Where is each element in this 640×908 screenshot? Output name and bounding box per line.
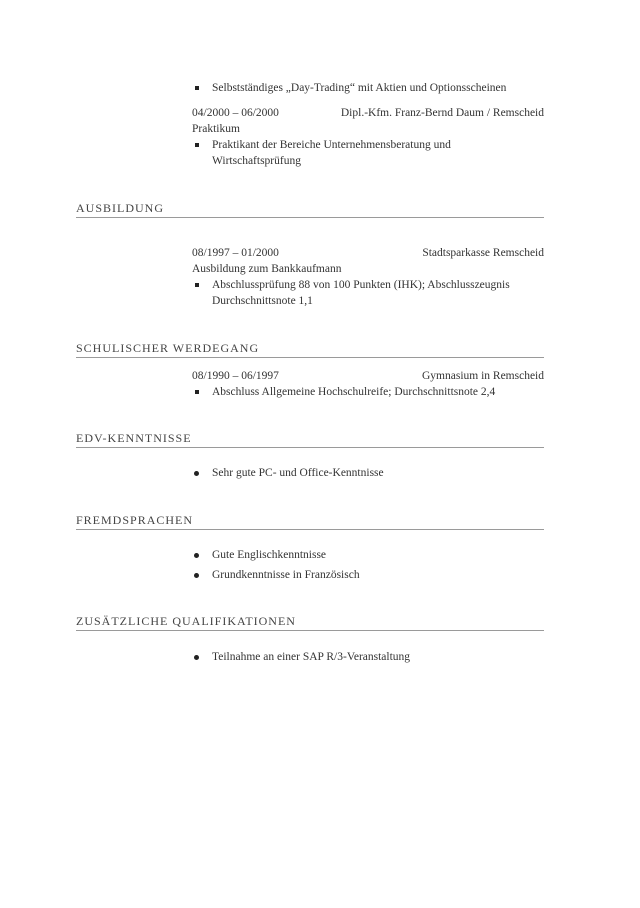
square-bullet-icon bbox=[195, 86, 199, 90]
list-item bbox=[192, 277, 544, 309]
entry-title: Ausbildung zum Bankkaufmann bbox=[192, 263, 342, 275]
entry-date: 08/1997 – 01/2000 bbox=[192, 247, 279, 259]
round-bullet-icon bbox=[194, 573, 199, 578]
sprachen-list bbox=[192, 547, 544, 583]
list-item bbox=[192, 384, 544, 400]
entry-role: Praktikum bbox=[192, 123, 240, 135]
bullet-text: Selbstständiges „Day-Trading“ mit Aktien und Optionsscheinen bbox=[212, 82, 507, 94]
bullet-text: Gute Englischkenntnisse bbox=[212, 549, 327, 561]
section-heading-edv: EDV-KENNTNISSE bbox=[76, 431, 544, 448]
list-item bbox=[192, 80, 544, 96]
list-item bbox=[192, 649, 544, 665]
prev-section-bullet-block bbox=[192, 80, 544, 96]
entry-header bbox=[192, 368, 544, 384]
bullet-text: Abschluss Allgemeine Hochschulreife; Durchschnittsnote 2,4 bbox=[212, 386, 496, 398]
entry-header bbox=[192, 245, 544, 261]
entry-header bbox=[192, 105, 544, 121]
entry-date: 08/1990 – 06/1997 bbox=[192, 370, 279, 382]
list-item bbox=[192, 547, 544, 563]
praktikum-entry bbox=[192, 105, 544, 169]
bullet-text: Sehr gute PC- und Office-Kenntnisse bbox=[212, 467, 384, 479]
list-item bbox=[192, 465, 544, 481]
bullet-text: Teilnahme an einer SAP R/3-Veranstaltung bbox=[212, 651, 411, 663]
round-bullet-icon bbox=[194, 553, 199, 558]
square-bullet-icon bbox=[195, 283, 199, 287]
section-heading-fremdsprachen: FREMDSPRACHEN bbox=[76, 513, 544, 530]
entry-institution: Stadtsparkasse Remscheid bbox=[422, 247, 544, 259]
section-heading-ausbildung: AUSBILDUNG bbox=[76, 201, 544, 218]
round-bullet-icon bbox=[194, 655, 199, 660]
entry-institution: Gymnasium in Remscheid bbox=[421, 370, 544, 382]
list-item bbox=[192, 567, 544, 583]
list-item bbox=[192, 137, 544, 169]
zusatz-list bbox=[192, 649, 544, 665]
bullet-text: Grundkenntnisse in Französisch bbox=[212, 569, 360, 581]
ausbildung-entry bbox=[192, 245, 544, 309]
section-heading-zusatz: ZUSÄTZLICHE QUALIFIKATIONEN bbox=[76, 614, 544, 631]
bullet-text-line2: Wirtschaftsprüfung bbox=[212, 155, 301, 167]
entry-employer: Dipl.-Kfm. Franz-Bernd Daum / Remscheid bbox=[340, 107, 544, 119]
round-bullet-icon bbox=[194, 471, 199, 476]
bullet-text-line1: Praktikant der Bereiche Unternehmensberatung und bbox=[212, 139, 451, 151]
schule-entry bbox=[192, 368, 544, 400]
square-bullet-icon bbox=[195, 143, 199, 147]
edv-list bbox=[192, 465, 544, 481]
square-bullet-icon bbox=[195, 390, 199, 394]
entry-date: 04/2000 – 06/2000 bbox=[192, 107, 279, 119]
section-heading-schule: SCHULISCHER WERDEGANG bbox=[76, 341, 544, 358]
bullet-text-line2: Durchschnittsnote 1,1 bbox=[212, 295, 313, 307]
bullet-text-line1: Abschlussprüfung 88 von 100 Punkten (IHK); Abschlusszeugnis bbox=[212, 279, 510, 291]
